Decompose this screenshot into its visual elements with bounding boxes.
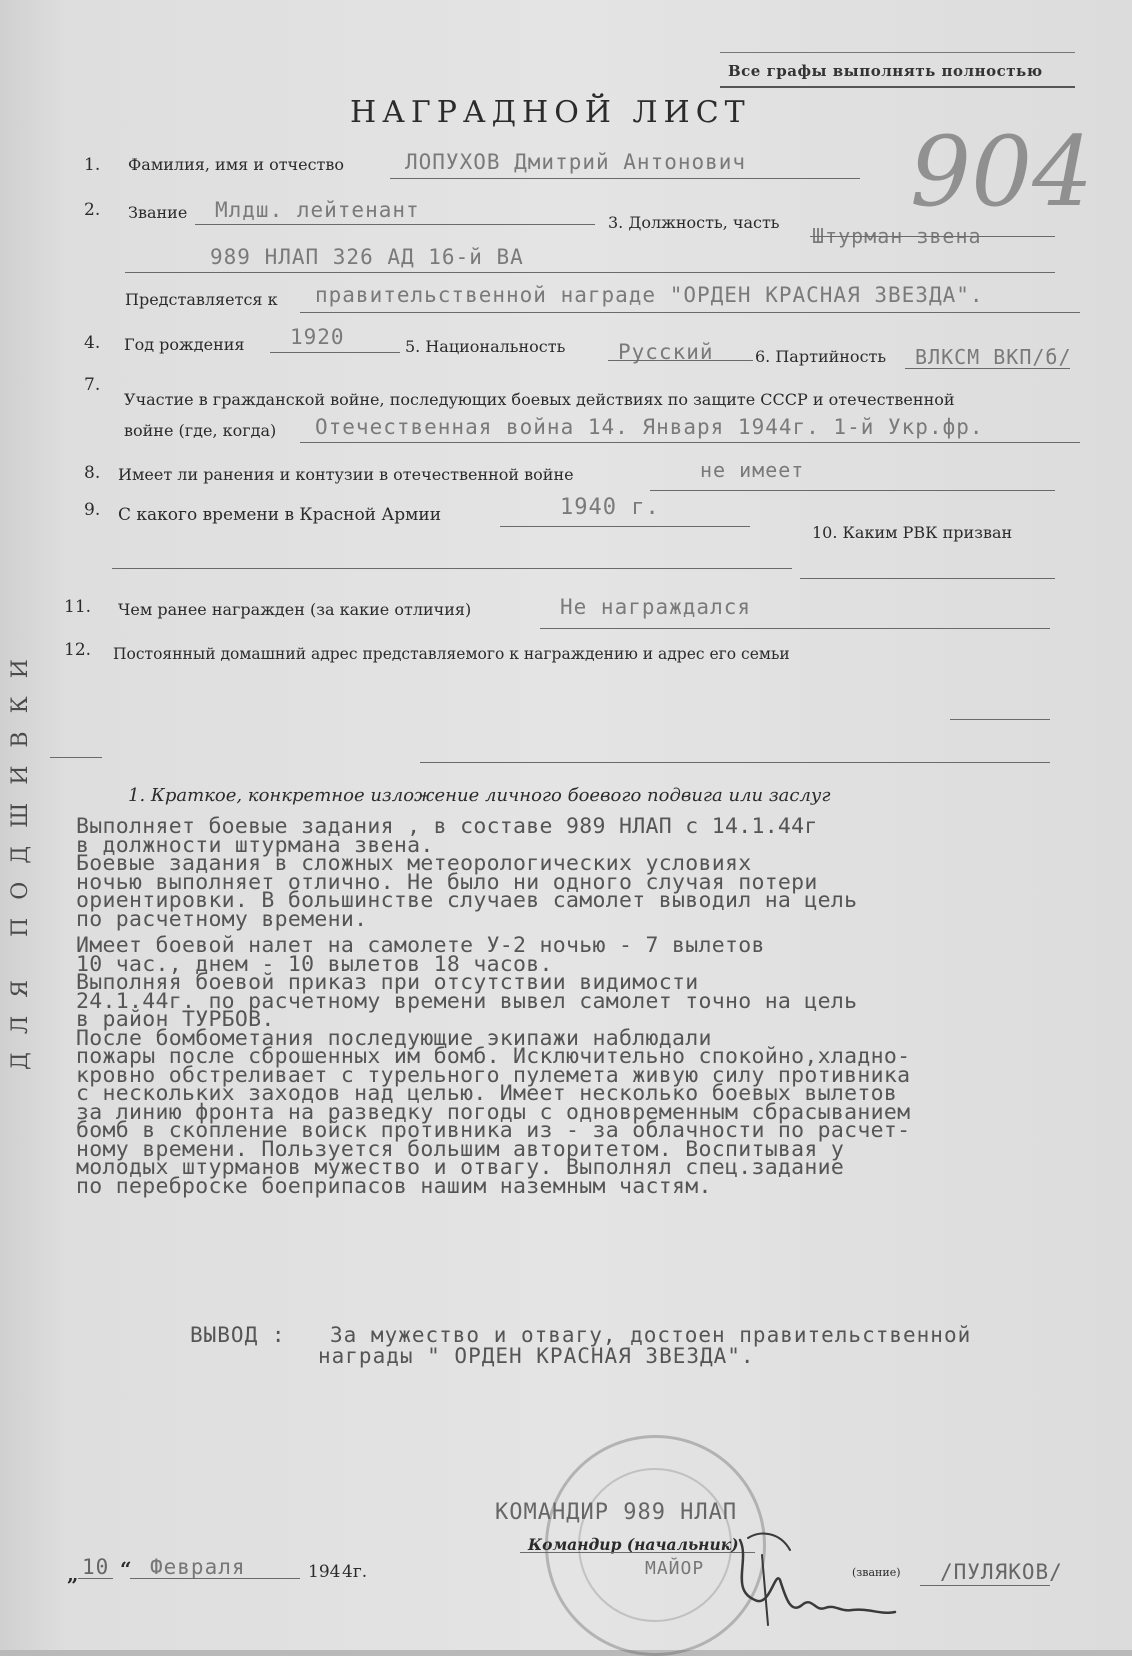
field-7-value: Отечественная война 14. Января 1944г. 1-й Укр.фр. xyxy=(315,415,984,439)
conclusion-line-2: награды " ОРДЕН КРАСНАЯ ЗВЕЗДА". xyxy=(318,1344,755,1368)
date-day: 10 xyxy=(82,1555,110,1579)
field-6-value: ВЛКСМ ВКП/б/ xyxy=(915,345,1072,369)
field-3-rule-2 xyxy=(125,272,1055,273)
body-line: в район ТУРБОВ. xyxy=(76,1007,275,1032)
section-1-heading: 1. Краткое, конкретное изложение личного боевого подвига или заслуг xyxy=(128,785,831,806)
field-4-value: 1920 xyxy=(290,325,345,349)
field-9-value: 1940 г. xyxy=(560,495,660,520)
field-2-label: Звание xyxy=(128,203,188,222)
field-3-value: Штурман звена xyxy=(812,224,982,248)
body-line: ному времени. Пользуется большим авторитетом. Воспитывая у xyxy=(76,1136,845,1162)
field-1-value: ЛОПУХОВ Дмитрий Антонович xyxy=(405,150,747,174)
top-note-rule xyxy=(720,86,1075,88)
body-line: бомб в скопление войск противника из - за облачности по расчет- xyxy=(76,1118,911,1143)
conclusion-label: ВЫВОД : xyxy=(190,1323,286,1347)
body-line: ориентировки. В большинстве случаев самолет выводил на цель xyxy=(76,888,858,913)
commander-rank: МАЙОР xyxy=(645,1558,705,1579)
body-line: с нескольких заходов над целью. Имеет несколько боевых вылетов xyxy=(76,1081,898,1106)
field-9-label: С какого времени в Красной Армии xyxy=(118,505,442,525)
date-month: Февраля xyxy=(150,1555,246,1579)
field-10-rule-2 xyxy=(800,578,1055,579)
body-line: Боевые задания в сложных метеорологических условиях xyxy=(76,851,752,876)
present-value: правительственной награде "ОРДЕН КРАСНАЯ ЗВЕЗДА". xyxy=(315,283,984,307)
field-12-rule-2 xyxy=(420,762,1050,763)
field-7-label-2: войне (где, когда) xyxy=(124,421,277,440)
date-year-suffix: 4г. xyxy=(342,1562,368,1582)
body-line: Выполняет боевые задания , в составе 989 НЛАП с 14.1.44г xyxy=(76,814,818,839)
body-line: 24.1.44г. по расчетному времени вывел самолет точно на цель xyxy=(76,988,858,1014)
field-6-label: 6. Партийность xyxy=(755,347,887,366)
body-line: в должности штурмана звена. xyxy=(76,832,434,858)
date-year-prefix: 194 xyxy=(308,1562,341,1582)
field-8-label: Имеет ли ранения и контузии в отечественной войне xyxy=(118,465,574,484)
handwritten-signature xyxy=(720,1520,900,1645)
field-5-rule xyxy=(608,360,753,361)
commander-title: КОМАНДИР 989 НЛАП xyxy=(495,1500,738,1525)
field-12-label: Постоянный домашний адрес представляемого к награждению и адрес его семьи xyxy=(113,645,790,663)
body-line: за линию фронта на разведку погоды с одновременным сбрасыванием xyxy=(76,1099,911,1125)
field-4-rule xyxy=(270,352,400,353)
field-4-label: Год рождения xyxy=(124,335,245,354)
body-line: молодых штурманов мужество и отвагу. Выполнял спец.задание xyxy=(76,1155,845,1180)
field-9-rule xyxy=(500,526,750,527)
merit-description xyxy=(76,814,1116,1199)
field-1-rule xyxy=(390,178,860,179)
present-label: Представляется к xyxy=(125,290,278,309)
body-line: пожары после сброшенных им бомб. Исключительно спокойно,хладно- xyxy=(76,1044,911,1069)
body-line: по расчетному времени. xyxy=(76,906,368,932)
field-8-number: 8. xyxy=(84,463,101,483)
rank-label: (звание) xyxy=(852,1566,901,1579)
body-line: Имеет боевой налет на самолете У-2 ночью - 7 вылетов xyxy=(76,933,765,958)
field-3-label: 3. Должность, часть xyxy=(608,213,780,232)
field-2-rule xyxy=(195,224,595,225)
date-month-rule xyxy=(130,1578,300,1579)
field-8-value: не имеет xyxy=(700,458,805,482)
field-1-label: Фамилия, имя и отчество xyxy=(128,155,345,174)
field-11-label: Чем ранее награжден (за какие отличия) xyxy=(118,600,472,619)
field-2-value: Млдш. лейтенант xyxy=(215,198,420,222)
date-quote-open: „ xyxy=(67,1562,79,1586)
body-line: Выполняя боевой приказ при отсутствии видимости xyxy=(76,970,699,995)
field-10-rule xyxy=(112,568,792,569)
field-3-rule xyxy=(810,236,1055,237)
commander-name-rule xyxy=(920,1585,1050,1586)
field-11-rule xyxy=(540,628,1050,629)
svg-text:904: 904 xyxy=(910,120,1094,228)
date-day-rule xyxy=(78,1578,113,1579)
field-2-number: 2. xyxy=(84,200,101,220)
field-11-number: 11. xyxy=(64,597,92,617)
commander-role-label: Командир (начальник) xyxy=(528,1535,739,1554)
field-11-value: Не награждался xyxy=(560,595,752,619)
body-line: кровно обстреливает с турельного пулемета живую силу противника xyxy=(76,1062,911,1088)
field-7-rule xyxy=(300,442,1080,443)
conclusion-line-1: За мужество и отвагу, достоен правительственной xyxy=(330,1323,972,1347)
field-5-value: Русский xyxy=(618,340,714,364)
binding-margin-label: ДЛЯ ПОДШИВКИ xyxy=(8,641,33,1070)
field-5-label: 5. Национальность xyxy=(405,337,566,356)
top-note-rule-upper xyxy=(720,52,1075,53)
document-title: НАГРАДНОЙ ЛИСТ xyxy=(350,95,751,130)
field-7-label: Участие в гражданской войне, последующих боевых действиях по защите СССР и отечественной xyxy=(124,390,955,409)
field-7-number: 7. xyxy=(84,375,101,395)
top-note: Все графы выполнять полностью xyxy=(728,62,1043,80)
handwritten-number xyxy=(900,120,1100,230)
body-line: 10 час., днем - 10 вылетов 18 часов. xyxy=(76,951,553,977)
margin-rule xyxy=(50,757,102,758)
date-quote-close: “ xyxy=(120,1557,132,1581)
commander-name: /ПУЛЯКОВ/ xyxy=(940,1560,1063,1584)
field-4-number: 4. xyxy=(84,333,101,353)
field-3-value-2: 989 НЛАП 326 АД 16-й ВА xyxy=(210,245,524,269)
field-10-label: 10. Каким РВК призван xyxy=(812,523,1013,542)
body-line: ночью выполняет отлично. Не было ни одного случая потери xyxy=(76,869,818,895)
body-line: по переброске боеприпасов нашим наземным частям. xyxy=(76,1173,712,1199)
field-12-number: 12. xyxy=(64,640,92,660)
field-6-rule xyxy=(905,368,1070,369)
field-1-number: 1. xyxy=(84,155,101,175)
present-rule xyxy=(300,312,1080,313)
field-8-rule xyxy=(650,490,1055,491)
field-12-rule xyxy=(950,719,1050,720)
body-line: После бомбометания последующие экипажи наблюдали xyxy=(76,1025,712,1051)
field-9-number: 9. xyxy=(84,500,101,520)
